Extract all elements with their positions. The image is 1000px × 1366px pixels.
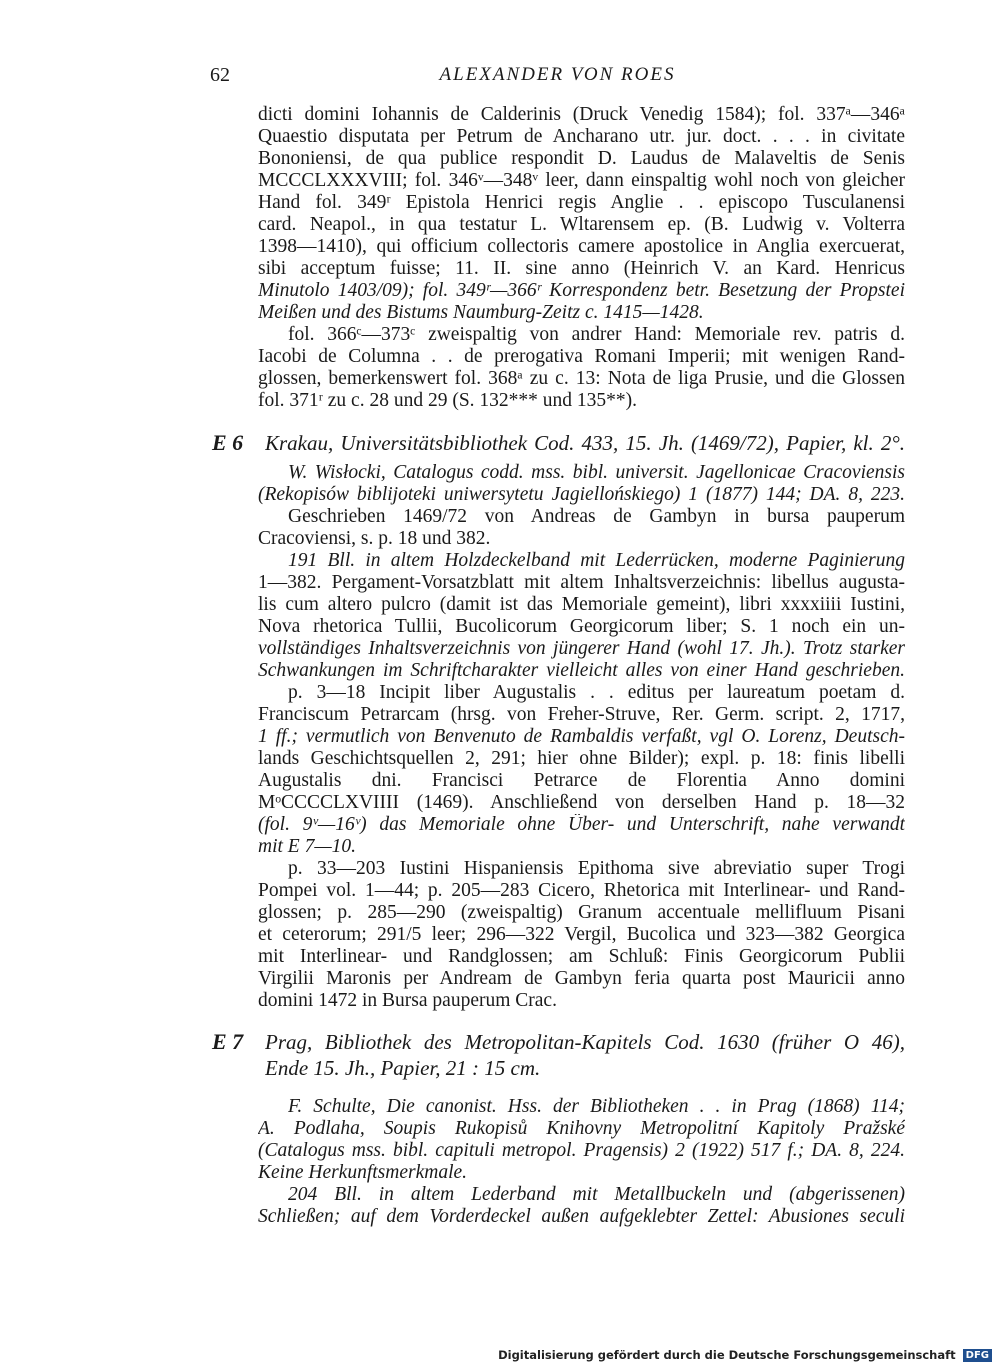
dfg-logo: DFG — [963, 1349, 992, 1362]
text-line: Schließen; auf dem Vorderdeckel außen aufgeklebter Zettel: Abusiones seculi — [258, 1206, 905, 1227]
entry-title-e7-cont: Ende 15. Jh., Papier, 21 : 15 cm. — [265, 1056, 541, 1080]
text-line: Cracoviensi, s. p. 18 und 382. — [258, 528, 491, 549]
text-line: (fol. 9ᵛ—16ᵛ) das Memoriale ohne Über- und Unterschrift, nahe verwandt — [258, 814, 905, 835]
text-line: Keine Herkunftsmerkmale. — [258, 1162, 468, 1183]
text-line: lis cum altero pulcro (damit ist das Memoriale gemeint), libri xxxxiiii Iustini, — [258, 594, 905, 615]
text-line: 1—382. Pergament-Vorsatzblatt mit altem Inhaltsverzeichnis: libellus augusta- — [258, 572, 905, 593]
text-line: mit E 7—10. — [258, 836, 357, 857]
text-line: Virgilii Maronis per Andream de Gambyn feria quarta post Mauricii anno — [258, 968, 905, 989]
entry-siglum-e7: E 7 — [212, 1029, 244, 1054]
text-line: dicti domini Iohannis de Calderinis (Druck Venedig 1584); fol. 337ᵃ—346ᵃ — [258, 104, 905, 125]
text-line: et ceterorum; 291/5 leer; 296—322 Vergil, Bucolica und 323—382 Georgica — [258, 924, 905, 945]
text-line: mit Interlinear- und Randglossen; am Schluß: Finis Georgicorum Publii — [258, 946, 905, 967]
text-line: MᵒCCCCLXVIIII (1469). Anschließend von derselben Hand p. 18—32 — [258, 792, 905, 813]
text-line: Quaestio disputata per Petrum de Ancharano utr. jur. doct. . . . in civitate — [258, 126, 905, 147]
text-line: MCCCLXXXVIII; fol. 346ᵛ—348ᵛ leer, dann einspaltig wohl noch von gleicher — [258, 170, 905, 191]
text-line: Geschrieben 1469/72 von Andreas de Gambyn in bursa pauperum — [288, 506, 905, 527]
footer-text: Digitalisierung gefördert durch die Deutsche Forschungsgemeinschaft — [498, 1348, 956, 1362]
text-line: 1 ff.; vermutlich von Benvenuto de Rambaldis verfaßt, vgl O. Lorenz, Deutsch- — [258, 726, 905, 747]
running-title: ALEXANDER VON ROES — [439, 64, 676, 85]
text-line: domini 1472 in Bursa pauperum Crac. — [258, 990, 557, 1011]
text-line: 204 Bll. in altem Lederband mit Metallbuckeln und (abgerissenen) — [288, 1184, 905, 1205]
text-line: glossen; p. 285—290 (zweispaltig) Granum accentuale mellifluum Pisani — [258, 902, 905, 923]
text-line: vollständiges Inhaltsverzeichnis von jüngerer Hand (wohl 17. Jh.). Trotz starker — [258, 638, 905, 659]
text-line: sibi acceptum fuisse; 11. II. sine anno (Heinrich V. an Kard. Henricus — [258, 258, 905, 279]
text-line: Minutolo 1403/09); fol. 349ʳ—366ʳ Korrespondenz betr. Besetzung der Propstei — [258, 280, 905, 301]
running-header — [210, 64, 905, 94]
entry-title-e6: Krakau, Universitätsbibliothek Cod. 433, 15. Jh. (1469/72), Papier, kl. 2°. — [265, 431, 905, 455]
text-line: Nova rhetorica Tullii, Bucolicorum Georgicorum liber; S. 1 noch ein un- — [258, 616, 905, 637]
text-line: p. 3—18 Incipit liber Augustalis . . editus per laureatum poetam d. — [288, 682, 905, 703]
text-line: A. Podlaha, Soupis Rukopisů Knihovny Metropolitní Kapitoly Pražské — [258, 1118, 905, 1139]
entry-title-e7: Prag, Bibliothek des Metropolitan-Kapitels Cod. 1630 (früher O 46), — [265, 1030, 905, 1054]
text-line: p. 33—203 Iustini Hispaniensis Epithoma sive abreviatio super Trogi — [288, 858, 905, 879]
text-line: W. Wisłocki, Catalogus codd. mss. bibl. universit. Jagellonicae Cracoviensis — [288, 462, 905, 483]
text-line: Meißen und des Bistums Naumburg-Zeitz c. 1415—1428. — [258, 302, 704, 323]
text-line: card. Neapol., in qua testatur L. Wltarensem ep. (B. Ludwig v. Volterra — [258, 214, 905, 235]
text-line: Iacobi de Columna . . de prerogativa Romani Imperii; mit wenigen Rand- — [258, 346, 905, 367]
text-line: 191 Bll. in altem Holzdeckelband mit Lederrücken, moderne Paginierung — [288, 550, 905, 571]
text-line: Augustalis dni. Francisci Petrarce de Florentia Anno domini — [258, 770, 905, 791]
text-line: Franciscum Petrarcam (hrsg. von Freher-Struve, Rer. Germ. script. 2, 1717, — [258, 704, 905, 725]
text-line: Bononiensi, de qua publice respondit D. Laudus de Malaveltis de Senis — [258, 148, 905, 169]
digitization-footer — [498, 1348, 992, 1362]
text-line: 1398—1410), qui officium collectoris camere apostolice in Anglia exercuerat, — [258, 236, 905, 257]
text-line: lands Geschichtsquellen 2, 291; hier ohne Bilder); expl. p. 18: finis libelli — [258, 748, 905, 769]
page-number: 62 — [210, 64, 230, 86]
text-line: fol. 371ʳ zu c. 28 und 29 (S. 132*** und 135**). — [258, 390, 638, 411]
text-line: F. Schulte, Die canonist. Hss. der Bibliotheken . . in Prag (1868) 114; — [288, 1096, 905, 1117]
text-line: Schwankungen im Schriftcharakter vielleicht alles von einer Hand geschrieben. — [258, 660, 905, 681]
text-line: glossen, bemerkenswert fol. 368ᵃ zu c. 13: Nota de liga Prusie, und die Glossen — [258, 368, 905, 389]
text-line: Hand fol. 349ʳ Epistola Henrici regis Anglie . . episcopo Tusculanensi — [258, 192, 905, 213]
text-line: fol. 366ᶜ—373ᶜ zweispaltig von andrer Hand: Memoriale rev. patris d. — [288, 324, 905, 345]
text-line: Pompei vol. 1—44; p. 205—283 Cicero, Rhetorica mit Interlinear- und Rand- — [258, 880, 905, 901]
text-line: (Catalogus mss. bibl. capituli metropol. Pragensis) 2 (1922) 517 f.; DA. 8, 224. — [258, 1140, 905, 1161]
entry-siglum-e6: E 6 — [212, 430, 244, 455]
text-line: (Rekopisów biblijoteki uniwersytetu Jagiellońskiego) 1 (1877) 144; DA. 8, 223. — [258, 484, 905, 505]
